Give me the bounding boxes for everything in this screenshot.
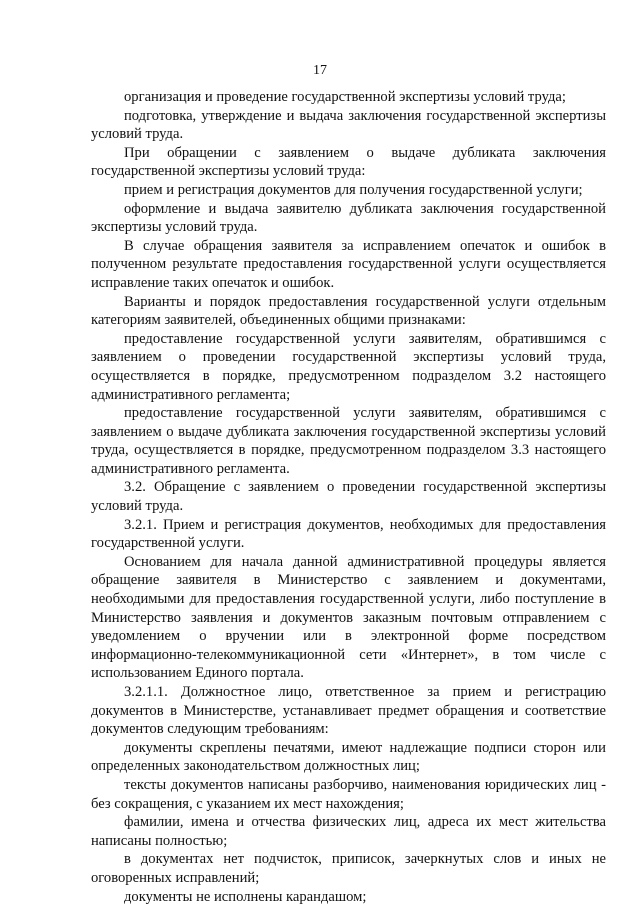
page-number: 17 (313, 63, 327, 78)
document-body (91, 88, 606, 906)
paragraph: При обращении с заявлением о выдаче дубликата заключения государственной экспертизы условий труда: (91, 144, 606, 180)
list-item: тексты документов написаны разборчиво, наименования юридических лиц - без сокращения, с указанием их мест нахождения; (91, 776, 606, 812)
list-item: документы не исполнены карандашом; (124, 888, 367, 905)
paragraph: оформление и выдача заявителю дубликата заключения государственной экспертизы условий труда. (91, 200, 606, 236)
paragraph: предоставление государственной услуги заявителям, обратившимся с заявлением о выдаче дубликата заключения государственной экспертизы условий труда, осуществляется в порядке, предусмотренном подразделом 3.3 настоящего административного регламента. (91, 405, 606, 477)
paragraph: В случае обращения заявителя за исправлением опечаток и ошибок в полученном результате предоставления государственной услуги осуществляется исправление таких опечаток и ошибок. (91, 237, 606, 291)
list-item: фамилии, имена и отчества физических лиц, адреса их мест жительства написаны полностью; (91, 814, 606, 849)
paragraph: предоставление государственной услуги заявителям, обратившимся с заявлением о проведении государственной экспертизы условий труда, осуществляется в порядке, предусмотренном подразделом 3.2 настоящего административного регламента; (91, 330, 606, 403)
paragraph: 3.2.1.1. Должностное лицо, ответственное за прием и регистрацию документов в Министерстве, устанавливает предмет обращения и соответствие документов следующим требованиям: (91, 684, 606, 738)
paragraph: Основанием для начала данной административной процедуры является обращение заявителя в Министерство с заявлением и документами, необходимыми для предоставления государственной услуги, либо поступление в Министерство заявления и документов заказным почтовым отправлением с уведомлением о вручении или в электронной форме посредством информационно-телекоммуникационной сети «Интернет», в том числе с использованием Единого портала. (91, 553, 606, 682)
paragraph: Варианты и порядок предоставления государственной услуги отдельным категориям заявителей, объединенных общими признаками: (91, 293, 606, 329)
paragraph: подготовка, утверждение и выдача заключения государственной экспертизы условий труда. (91, 107, 606, 143)
subsection-heading: 3.2.1. Прием и регистрация документов, необходимых для предоставления государственной услуги. (91, 516, 606, 552)
list-item: документы скреплены печатями, имеют надлежащие подписи сторон или определенных законодательством должностных лиц; (91, 739, 606, 775)
paragraph: организация и проведение государственной экспертизы условий труда; (124, 89, 566, 105)
section-heading: 3.2. Обращение с заявлением о проведении государственной экспертизы условий труда. (91, 479, 606, 515)
list-item: в документах нет подчисток, приписок, зачеркнутых слов и иных не оговоренных исправлений; (91, 851, 606, 886)
paragraph: прием и регистрация документов для получения государственной услуги; (124, 181, 583, 198)
